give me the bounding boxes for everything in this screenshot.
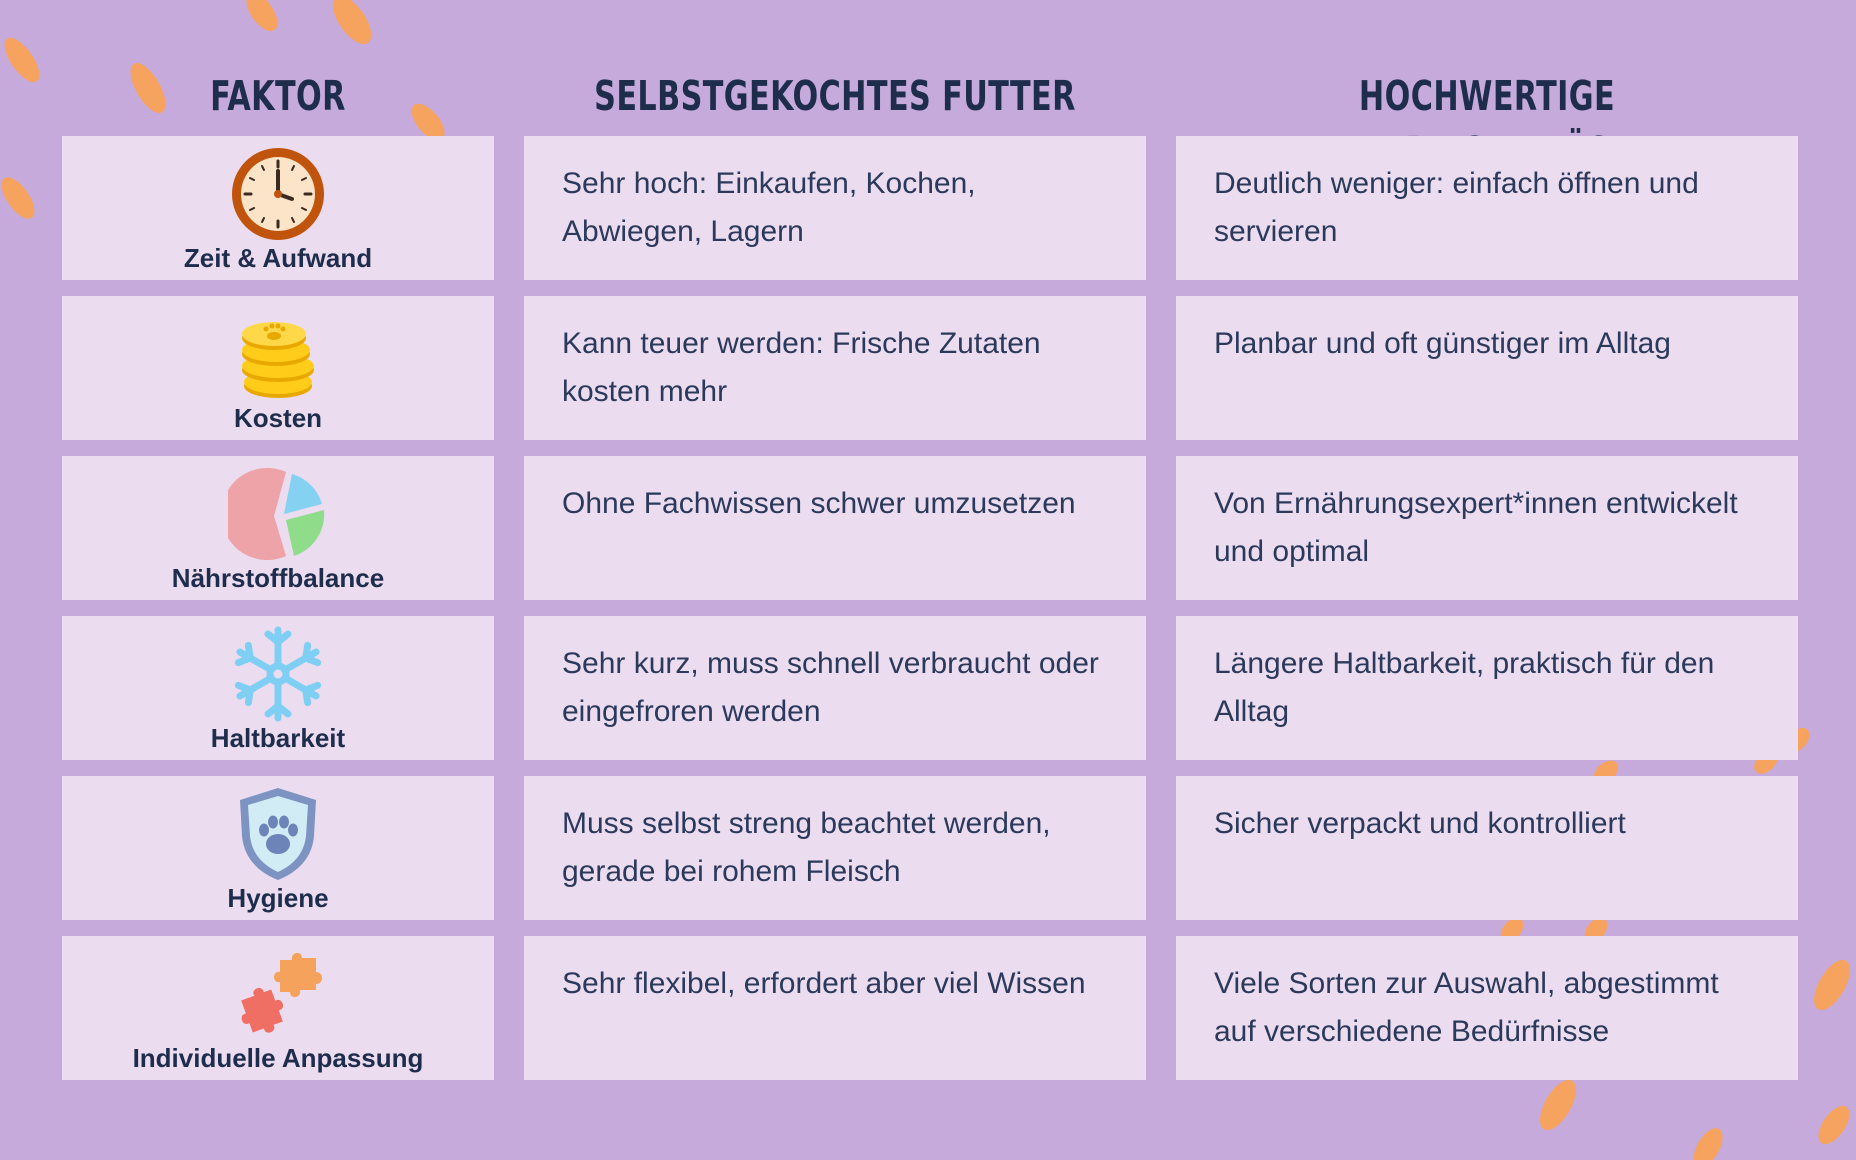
column-header-factor: FAKTOR xyxy=(210,72,346,120)
homemade-cell: Kann teuer werden: Frische Zutaten kosten mehr xyxy=(524,296,1146,440)
premium-cell: Viele Sorten zur Auswahl, abgestimmt auf verschiedene Bedürfnisse xyxy=(1176,936,1798,1080)
factor-label: Kosten xyxy=(233,403,323,433)
coins-icon xyxy=(228,304,328,404)
homemade-cell: Sehr hoch: Einkaufen, Kochen, Abwiegen, Lagern xyxy=(524,136,1146,280)
column-header-homemade: SELBSTGEKOCHTES FUTTER xyxy=(594,72,1076,120)
factor-label: Hygiene xyxy=(227,883,329,913)
snowflake-icon xyxy=(228,624,328,724)
premium-cell: Von Ernährungsexpert*innen entwickelt und optimal xyxy=(1176,456,1798,600)
column-header-premium: HOCHWERTIGE xyxy=(1358,72,1616,120)
homemade-cell: Sehr flexibel, erfordert aber viel Wissen xyxy=(524,936,1146,1080)
factor-cell xyxy=(62,296,494,440)
puzzle-icon xyxy=(228,944,328,1044)
factor-cell xyxy=(62,776,494,920)
pie-chart-icon xyxy=(228,464,328,564)
factor-label: Individuelle Anpassung xyxy=(132,1043,424,1073)
factor-label: Zeit & Aufwand xyxy=(183,243,373,273)
premium-cell: Längere Haltbarkeit, praktisch für den Alltag xyxy=(1176,616,1798,760)
factor-label: Nährstoffbalance xyxy=(171,563,385,593)
clock-icon xyxy=(228,144,328,244)
factor-cell xyxy=(62,936,494,1080)
homemade-cell: Ohne Fachwissen schwer umzusetzen xyxy=(524,456,1146,600)
homemade-cell: Sehr kurz, muss schnell verbraucht oder eingefroren werden xyxy=(524,616,1146,760)
factor-label: Haltbarkeit xyxy=(210,723,346,753)
premium-cell: Planbar und oft günstiger im Alltag xyxy=(1176,296,1798,440)
premium-cell: Sicher verpackt und kontrolliert xyxy=(1176,776,1798,920)
factor-cell xyxy=(62,456,494,600)
paw-shield-icon xyxy=(228,784,328,884)
premium-cell: Deutlich weniger: einfach öffnen und servieren xyxy=(1176,136,1798,280)
factor-cell xyxy=(62,616,494,760)
homemade-cell: Muss selbst streng beachtet werden, gerade bei rohem Fleisch xyxy=(524,776,1146,920)
factor-cell xyxy=(62,136,494,280)
